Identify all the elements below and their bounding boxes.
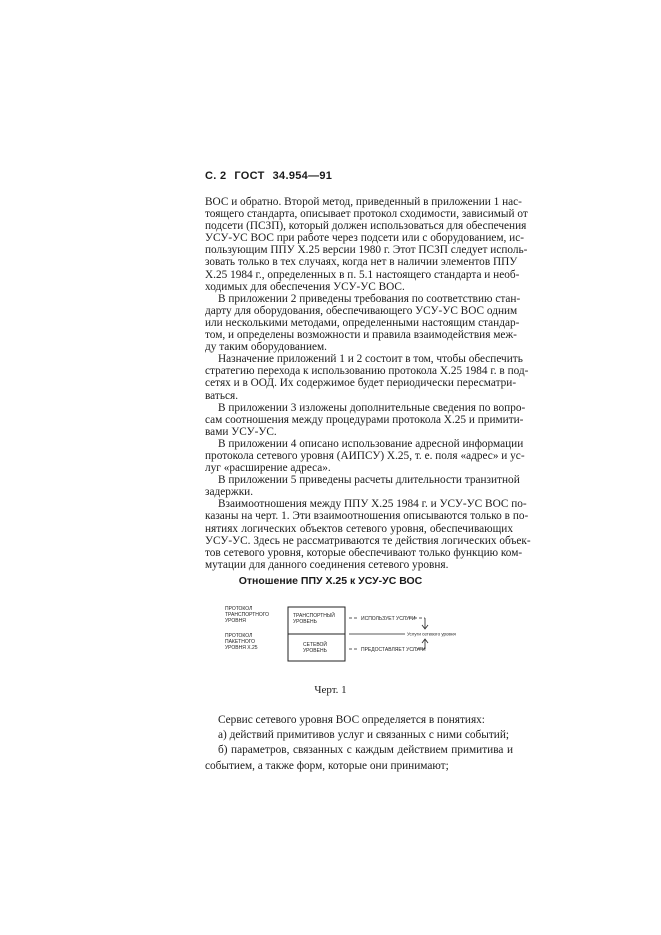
text-line: УСУ-УС ВОС при работе через подсети или с оборудованием, ис- xyxy=(205,232,525,245)
uses-services-label: ИСПОЛЬЗУЕТ УСЛУГИ xyxy=(361,616,416,622)
network-services-label: Услуги сетевого уровня xyxy=(407,631,456,637)
text-line: вами УСУ-УС. xyxy=(205,425,277,438)
text-line: Сервис сетевого уровня ВОС определяется в понятиях: xyxy=(218,714,485,726)
text-line: пользующим ППУ X.25 версии 1980 г. Этот ПСЗП следует исполь- xyxy=(205,244,528,257)
text-line: стратегию перехода к использованию протокола X.25 1984 г. в под- xyxy=(205,365,529,378)
text-line: дарту для оборудования, обеспечивающего УСУ-УС ВОС одним xyxy=(205,304,518,317)
text-line: Взаимоотношения между ППУ X.25 1984 г. и УСУ-УС ВОС по- xyxy=(218,498,527,511)
standard-number: 34.954—91 xyxy=(272,170,333,182)
text-line: ду таким оборудованием. xyxy=(205,341,327,354)
text-line: УСУ-УС. Здесь не рассматриваются те действия логических объек- xyxy=(205,534,531,547)
provides-services-label: ПРЕДОСТАВЛЯЕТ УСЛУГИ xyxy=(361,647,426,653)
label-transport-protocol: ПРОТОКОЛ ТРАНСПОРТНОГО УРОВНЯ xyxy=(225,606,270,624)
text-line: X.25 1984 г., определенных в п. 5.1 настоящего стандарта и необ- xyxy=(205,268,520,281)
text-line: событием, а также форм, которые они принимают; xyxy=(205,759,449,772)
text-line: ВОС и обратно. Второй метод, приведенный в приложении 1 нас- xyxy=(205,196,522,208)
text-line: Назначение приложений 1 и 2 состоит в том, чтобы обеспечить xyxy=(218,353,523,366)
text-line: тов сетевого уровня, которые обеспечивают только функцию ком- xyxy=(205,546,523,559)
box-transport-layer: ТРАНСПОРТНЫЙ УРОВЕНЬ xyxy=(293,613,335,625)
text-line: сам соотношения между процедурами протокола X.25 и примити- xyxy=(205,413,524,426)
page-header xyxy=(205,170,340,182)
figure-caption: Черт. 1 xyxy=(314,684,347,696)
text-line: зовать только в тех случаях, когда нет в наличии элементов ППУ xyxy=(205,256,518,269)
text-line: сетях и в ООД. Их содержимое будет периодически пересматри- xyxy=(205,377,517,390)
text-line: В приложении 5 приведены расчеты длительности транзитной xyxy=(218,474,520,487)
body-text xyxy=(205,196,531,571)
text-line: луг «расширение адреса». xyxy=(205,462,331,475)
figure-title: Отношение ППУ X.25 к УСУ-УС ВОС xyxy=(238,575,423,587)
text-line: тоящего стандарта, описывает протокол сходимости, зависимый от xyxy=(205,208,528,221)
text-line: протокола сетевого уровня (АИПСУ) X.25, т. е. поля «адрес» и ус- xyxy=(205,449,525,462)
text-line: казаны на черт. 1. Эти взаимоотношения описываются только в по- xyxy=(205,510,529,523)
label-packet-protocol: ПРОТОКОЛ ПАКЕТНОГО УРОВНЯ X.25 xyxy=(225,633,258,651)
text-line: том, и определены возможности и правила взаимодействия меж- xyxy=(205,329,517,342)
body-text-continued xyxy=(205,713,513,774)
text-line: нятиях логических объектов сетевого уровня, обеспечивающих xyxy=(205,522,513,535)
text-line: ваться. xyxy=(205,389,239,402)
text-line: В приложении 2 приведены требования по соответствию стан- xyxy=(218,292,521,305)
text-line: или несколькими методами, определенными настоящим стандар- xyxy=(205,316,520,329)
text-line: задержки. xyxy=(205,486,254,499)
text-line: ходимых для обеспечения УСУ-УС ВОС. xyxy=(205,280,405,293)
text-line: В приложении 4 описано использование адресной информации xyxy=(218,437,524,450)
page-number: С. 2 xyxy=(205,170,227,182)
text-line: мутации для данного соединения сетевого уровня. xyxy=(205,558,449,571)
text-line: б) параметров, связанных с каждым действием примитива и xyxy=(218,744,513,757)
standard-label: ГОСТ xyxy=(234,170,265,182)
text-line: подсети (ПСЗП), который должен использоваться для обеспечения xyxy=(205,220,527,233)
text-line: а) действий примитивов услуг и связанных с ними событий; xyxy=(218,729,510,742)
text-line: В приложении 3 изложены дополнительные сведения по вопро- xyxy=(218,401,526,414)
box-network-layer: СЕТЕВОЙ УРОВЕНЬ xyxy=(303,642,327,654)
figure-diagram xyxy=(225,602,465,668)
